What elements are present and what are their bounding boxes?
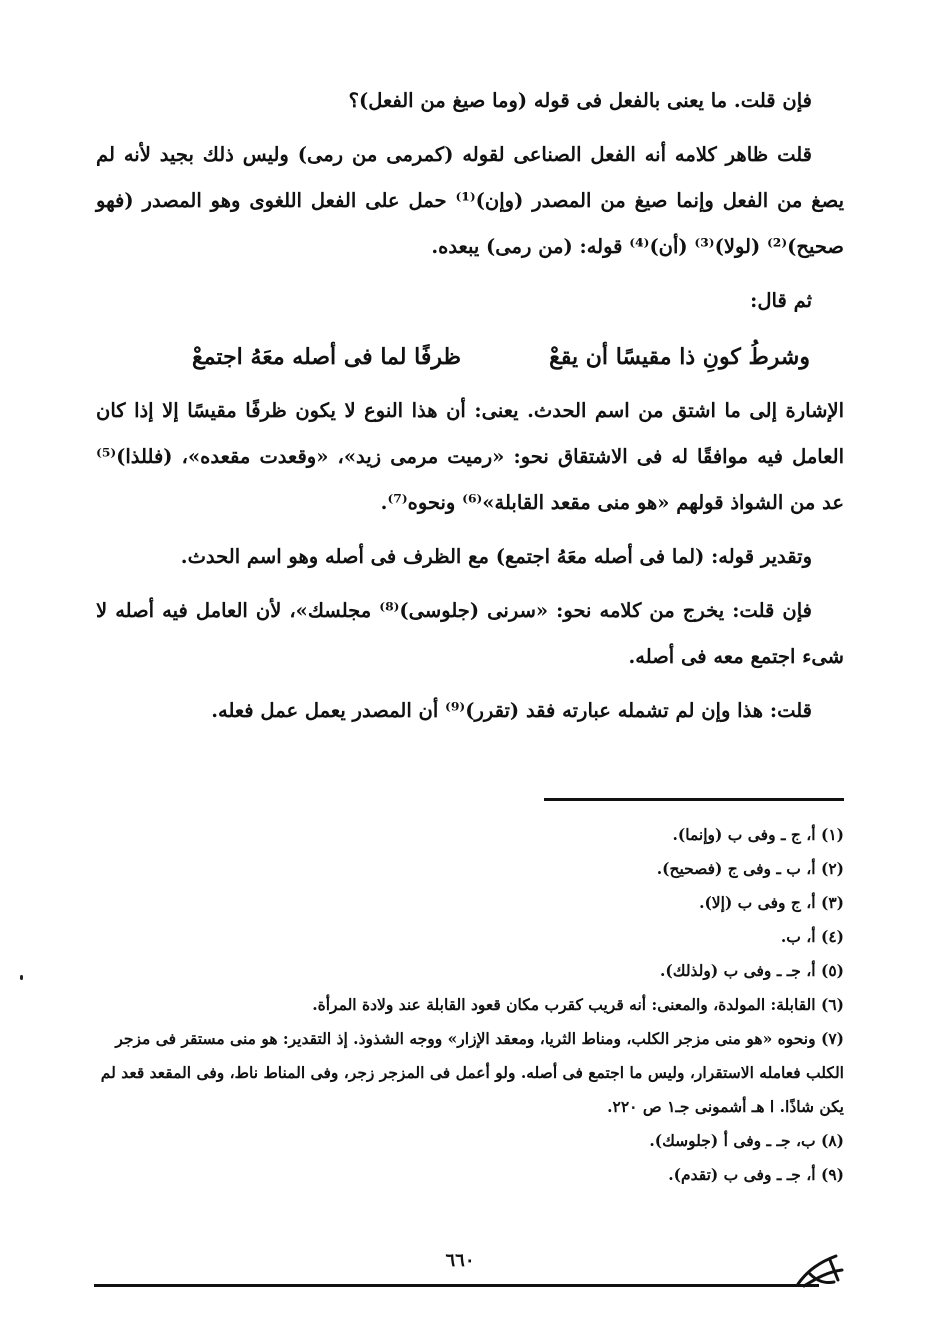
verse-second-hemistich: ظرفًا لما فى أصله معَهُ اجتمعْ [192,344,461,370]
footnote-4: (٤) أ، ب. [780,927,844,946]
footnote-7: (٧) ونحوه «هو منى مزجر الكلب، ومناط الثريا، ومعقد الإزار» ووجه الشذوذ. إذ التقدير: هو منى مستقر فى مزجر الكلب فعامله الاستقرار، وليس ما اجتمع فى أصله. ولو أعمل فى المزجر زجر، وفى المناط ناط، وفى المقعد قعد لم يكن شاذًا. ا هـ أشمونى جـ١ ص ٢٢٠. [100,1029,844,1116]
page-number: ٦٦٠ [445,1250,475,1271]
footnote-8: (٨) ب، جـ ـ وفى أ (جلوسك). [649,1131,844,1150]
signature-mark-icon [790,1240,850,1296]
bottom-rule [94,1284,819,1287]
paragraph-then-said: ثم قال: [750,289,812,312]
footnote-6: (٦) القابلة: المولدة، والمعنى: أنه قريب كقرب مكان قعود القابلة عند ولادة المرأة. [312,995,844,1014]
paragraph-explanation: الإشارة إلى ما اشتق من اسم الحدث. يعنى: أن هذا النوع لا يكون ظرفًا مقيسًا إلا إذا كان العامل فيه موافقًا له فى الاشتقاق نحو: «رميت مرمى زيد»، «وقعدت مقعده»، (فللذا)⁽⁵⁾ عد من الشواذ قولهم «هو منى مقعد القابلة»⁽⁶⁾ ونحوه⁽⁷⁾. [96,399,844,514]
paragraph-question-2: فإن قلت: يخرج من كلامه نحو: «سرنى (جلوسى)⁽⁸⁾ مجلسك»، لأن العامل فيه أصله لا شىء اجتمع معه فى أصله. [96,599,844,668]
footnote-2: (٢) أ، ب ـ وفى ج (فصحيح). [656,859,844,878]
paragraph-answer-2: قلت: هذا وإن لم تشمله عبارته فقد (تقرر)⁽⁹⁾ أن المصدر يعمل عمل فعله. [211,699,812,722]
footnote-9: (٩) أ، جـ ـ وفى ب (تقدم). [668,1165,844,1184]
paragraph-answer-1: قلت ظاهر كلامه أنه الفعل الصناعى لقوله (كمرمى من رمى) وليس ذلك بجيد لأنه لم يصغ من الفعل وإنما صيغ من المصدر (وإن)⁽¹⁾ حمل على الفعل اللغوى وهو المصدر (فهو صحيح)⁽²⁾ (لولا)⁽³⁾ (أن)⁽⁴⁾ قوله: (من رمى) يبعده. [96,143,845,258]
scan-speck [20,975,23,980]
footnote-3: (٣) أ، ج وفى ب (إلا). [699,893,844,912]
paragraph-estimation: وتقدير قوله: (لما فى أصله معَهُ اجتمع) مع الظرف فى أصله وهو اسم الحدث. [180,545,812,568]
footnote-1: (١) أ، ج ـ وفى ب (وإنما). [672,825,844,844]
verse-first-hemistich: وشرطُ كونِ ذا مقيسًا أن يقعْ [549,344,810,370]
footnote-5: (٥) أ، جـ ـ وفى ب (ولذلك). [660,961,844,980]
main-text [96,78,844,742]
poetry-verse [96,332,844,382]
footnote-divider [544,798,844,801]
footnotes [96,818,844,1192]
paragraph-question-1: فإن قلت. ما يعنى بالفعل فى قوله (وما صيغ من الفعل)؟ [348,89,812,112]
